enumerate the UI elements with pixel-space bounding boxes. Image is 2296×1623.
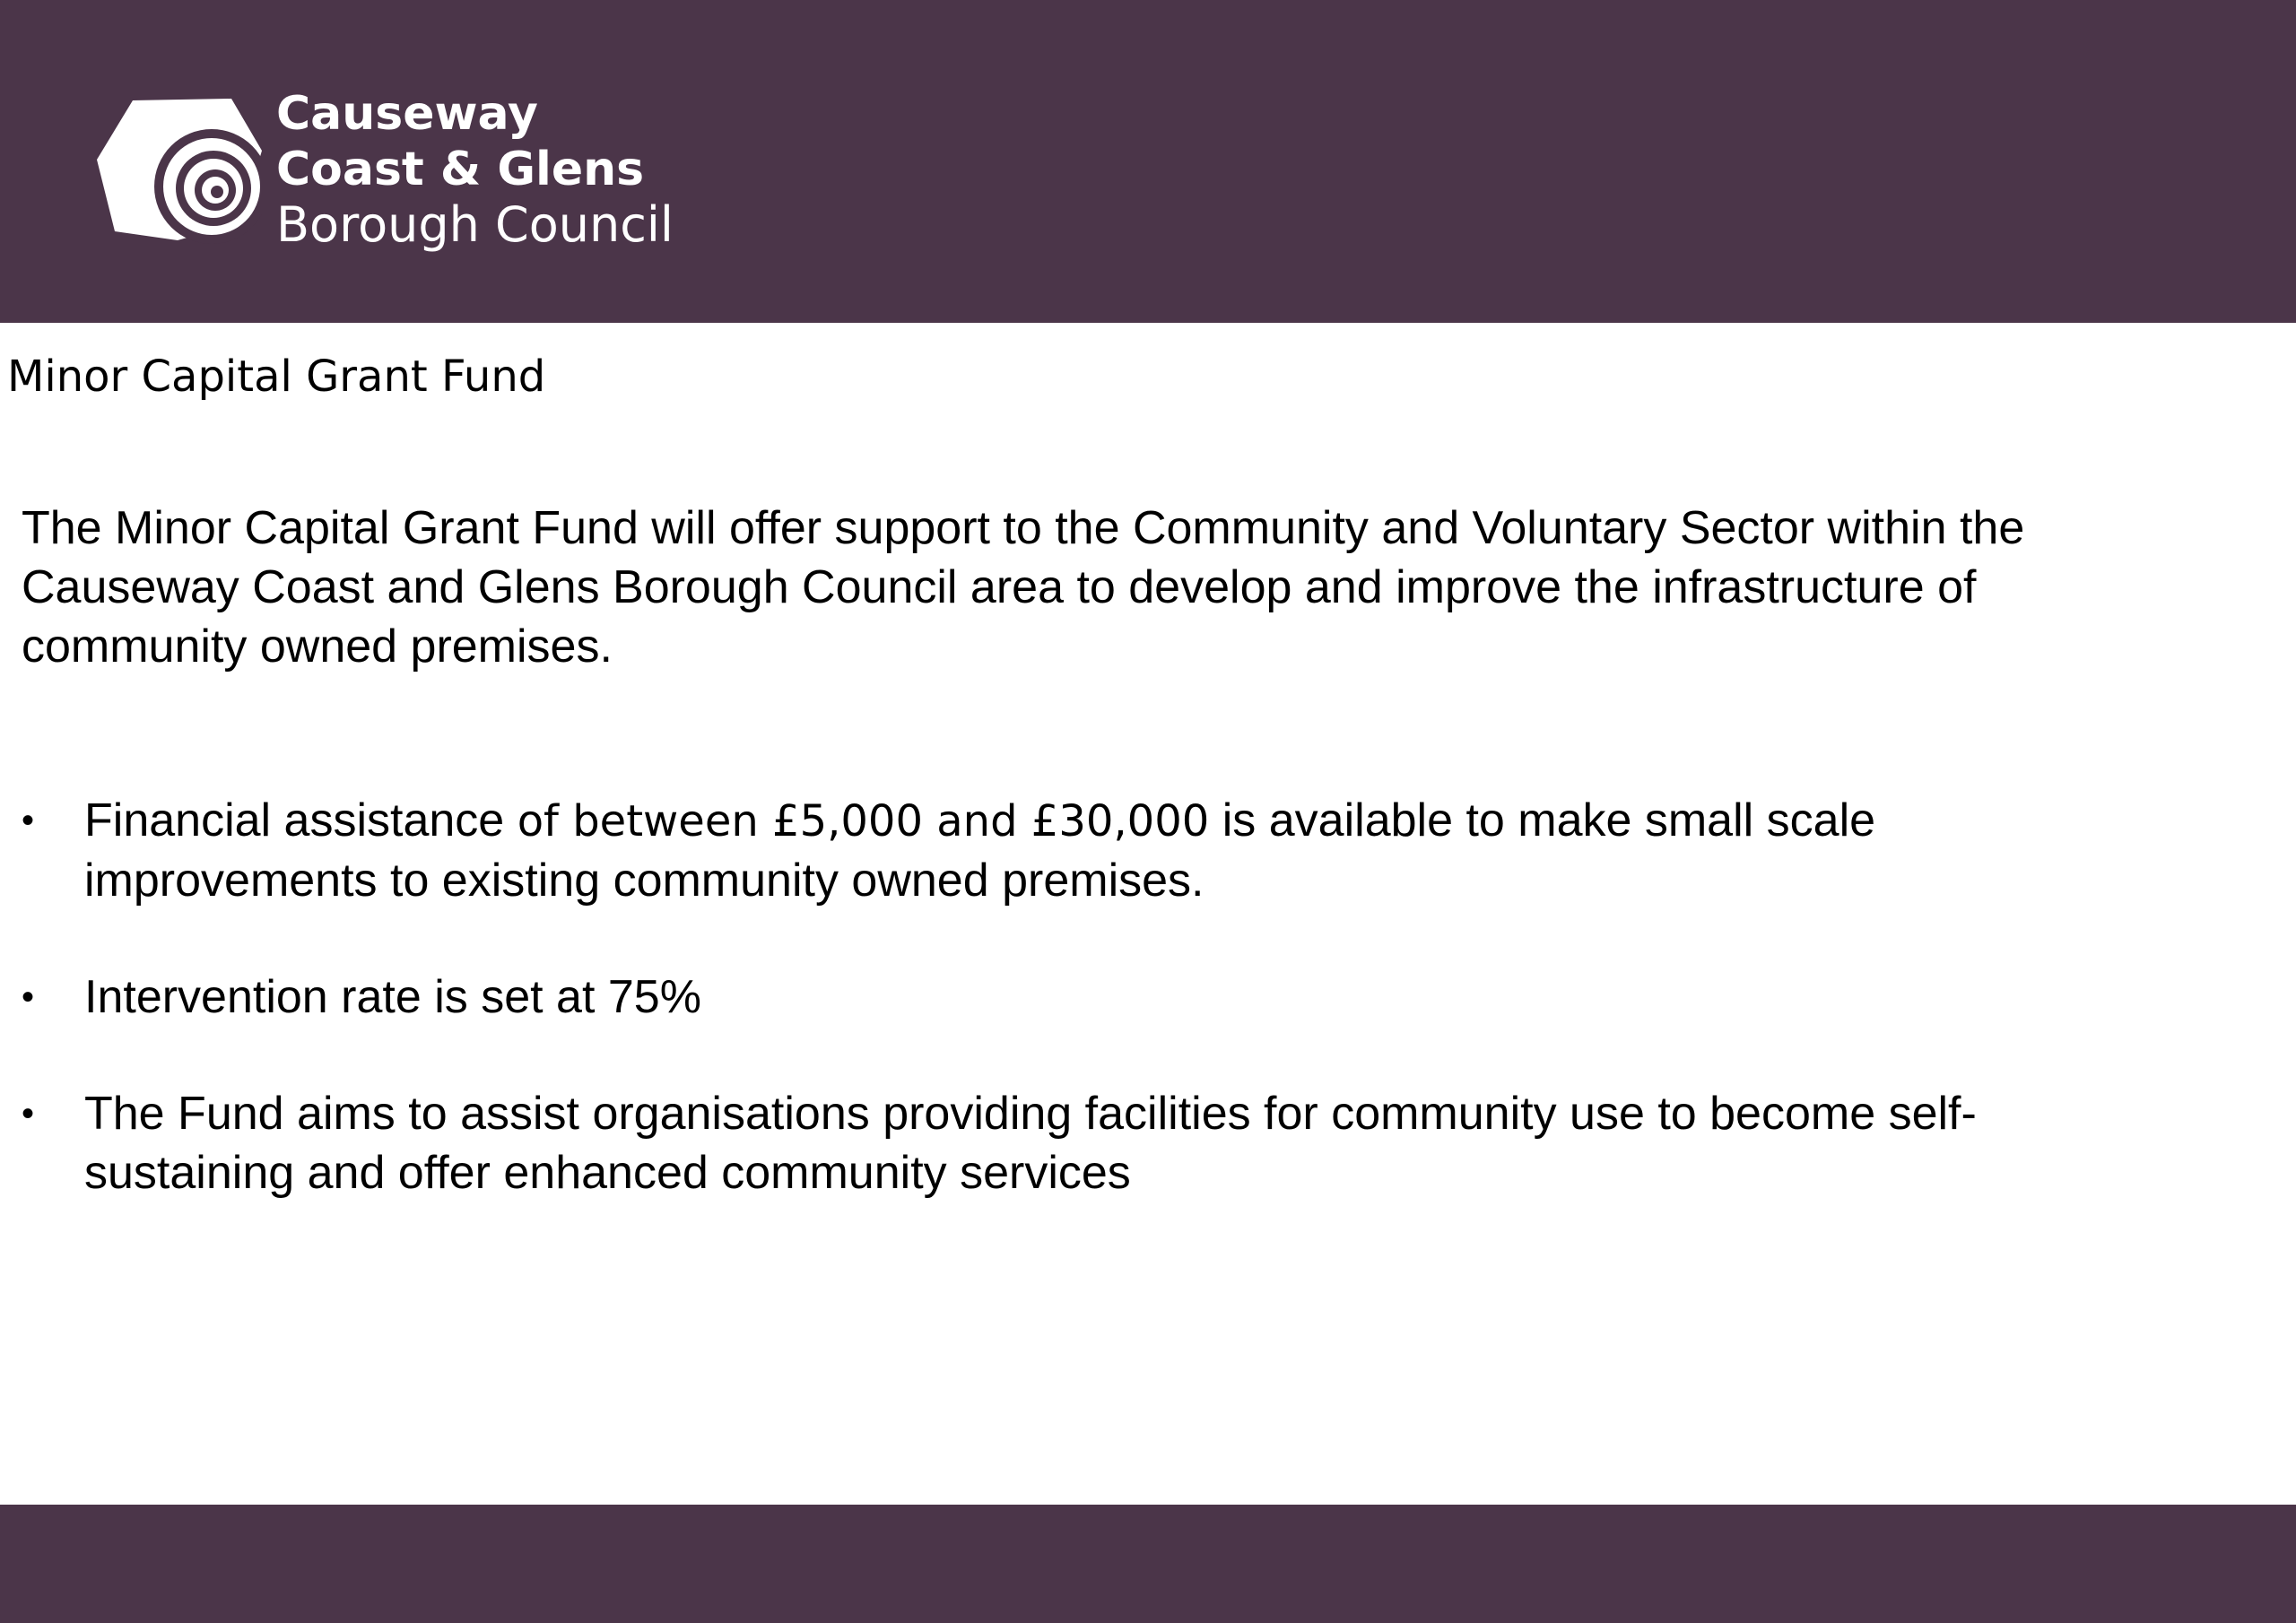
bullet-list (22, 791, 2147, 1260)
bullet-item-fund-aims (22, 1084, 2147, 1202)
bullet-text-part: Financial assistance (84, 794, 517, 846)
intro-paragraph: The Minor Capital Grant Fund will offer support to the Community and Voluntary Sector within the Causeway Coast and Glens Borough Council area to develop and improve the infrastructure of community owned premises. (22, 502, 2025, 673)
header-bar (0, 0, 2296, 323)
logo-line-causeway: Causeway (276, 87, 538, 141)
logo-line-borough-council: Borough Council (276, 196, 674, 253)
council-logo-text (276, 86, 674, 253)
bullet-marker: • (22, 977, 35, 1017)
grant-amount-range: of between £5,000 and £30,000 (517, 796, 1210, 846)
bullet-text: The Fund aims to assist organisations providing facilities for community use to become self-sustaining and offer enhanced community services (84, 1088, 1977, 1199)
spiral-hexagon-logo-icon (97, 97, 262, 247)
bullet-item-financial-assistance (22, 791, 2147, 910)
bullet-marker: • (22, 1094, 35, 1133)
bullet-text: Intervention rate is set at 75% (84, 971, 701, 1023)
bullet-text-part: is available to make small scale improvements to existing community owned premises. (84, 794, 1876, 907)
bullet-marker: • (22, 801, 35, 840)
slide-title: Minor Capital Grant Fund (7, 352, 546, 402)
logo-line-coast-glens: Coast & Glens (276, 143, 645, 196)
footer-bar (0, 1505, 2296, 1623)
bullet-item-intervention-rate (22, 968, 2147, 1027)
